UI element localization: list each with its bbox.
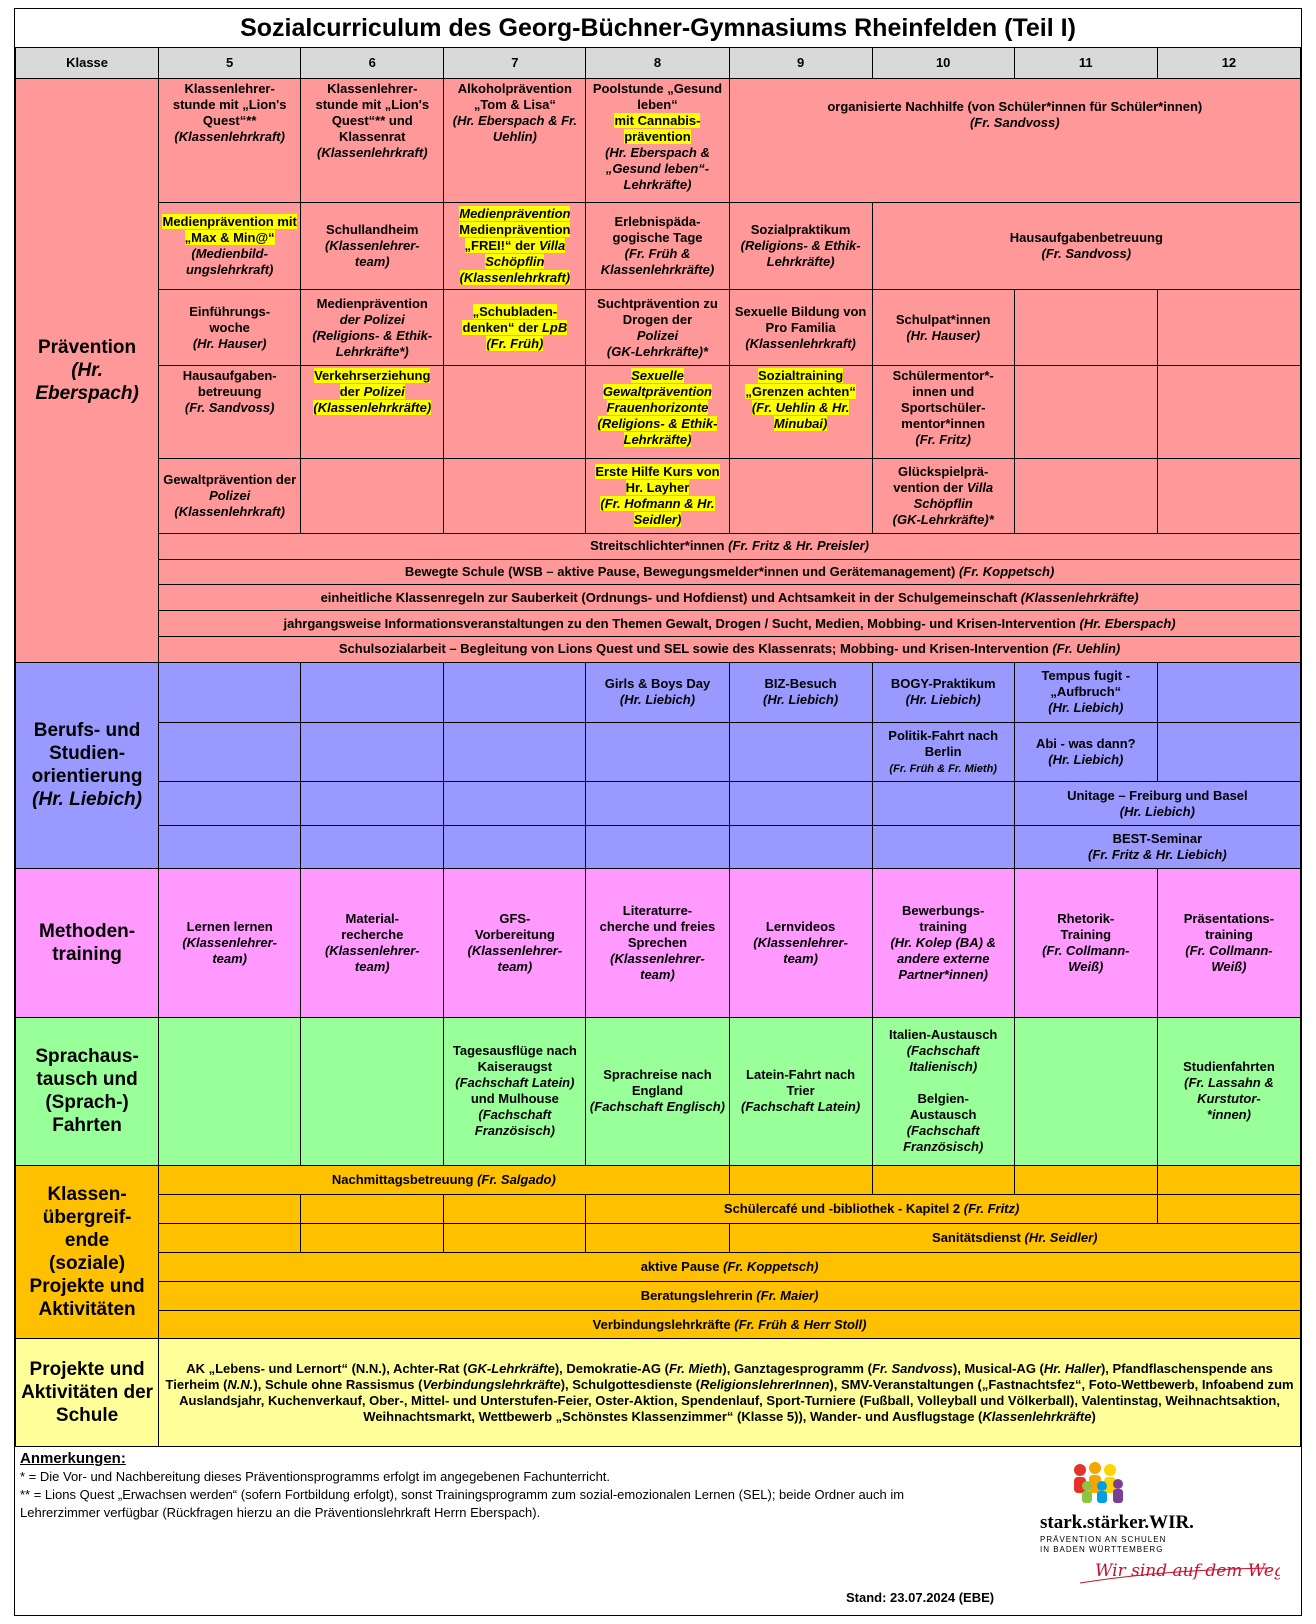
cell-empty	[301, 1017, 444, 1166]
projekte-row	[16, 1339, 1301, 1447]
cell-bogy: BOGY-Praktikum (Hr. Liebich)	[872, 662, 1014, 722]
cell-bewerbungstraining: Bewerbungs- training (Hr. Kolep (BA) & andere externe Partner*innen)	[872, 869, 1014, 1018]
klassen-row-4	[16, 1252, 1301, 1281]
cell-poolstunde-8: Poolstunde „Gesund leben“ mit Cannabis- prävention (Hr. Eberspach & „Gesund leben“-Lehrkräfte)	[586, 78, 729, 202]
cell-verkehr-6: Verkehrserziehung der Polizei (Klassenlehrkräfte)	[301, 365, 444, 458]
cell-aktive-pause: aktive Pause (Fr. Koppetsch)	[159, 1252, 1301, 1281]
cell-empty	[159, 782, 301, 825]
cell-empty	[729, 458, 872, 533]
cell-empty	[301, 782, 444, 825]
section-projekte-schule: Projekte und Aktivitäten der Schule	[16, 1339, 159, 1447]
klassen-row-3	[16, 1223, 1301, 1252]
klassen-row-5	[16, 1281, 1301, 1310]
grade-12: 12	[1157, 48, 1300, 79]
cell-schullandheim-6: Schullandheim (Klassenlehrer- team)	[301, 202, 444, 290]
cell-empty	[301, 825, 444, 868]
sprach-row	[16, 1017, 1301, 1166]
cell-hausaufgaben-5: Hausaufgaben- betreuung (Fr. Sandvoss)	[159, 365, 301, 458]
methoden-row	[16, 869, 1301, 1018]
cell-frei-7: Medienprävention Medienprävention „FREI!“ der Villa Schöpflin (Klassenlehrkraft)	[444, 202, 586, 290]
logo-slogan: Wir sind auf dem Weg	[1095, 1561, 1280, 1581]
cell-unitage: Unitage – Freiburg und Basel (Hr. Liebich)	[1014, 782, 1300, 825]
praevention-row-1	[16, 78, 1301, 202]
section-beruf: Berufs- und Studien- orientierung (Hr. Liebich)	[16, 662, 159, 868]
cell-sprachreise-england: Sprachreise nach England (Fachschaft Englisch)	[586, 1017, 729, 1166]
cell-empty	[159, 1223, 301, 1252]
cell-empty	[1014, 1017, 1157, 1166]
cell-empty	[301, 458, 444, 533]
cell-sucht-8: Suchtprävention zu Drogen der Polizei (GK-Lehrkräfte)*	[586, 290, 729, 365]
cell-medien-polizei-6: Medienprävention der Polizei (Religions- & Ethik-Lehrkräfte*)	[301, 290, 444, 365]
cell-empty	[872, 825, 1014, 868]
cell-lernen-lernen: Lernen lernen (Klassenlehrer- team)	[159, 869, 301, 1018]
cell-girls-boys-day: Girls & Boys Day (Hr. Liebich)	[586, 662, 729, 722]
cell-erlebnis-8: Erlebnispäda- gogische Tage (Fr. Früh & Klassenlehrkräfte)	[586, 202, 729, 290]
cell-empty	[729, 722, 872, 782]
cell-empty	[159, 1195, 301, 1224]
cell-einfuehrung-5: Einführungs- woche (Hr. Hauser)	[159, 290, 301, 365]
cell-empty	[729, 782, 872, 825]
beruf-row-4	[16, 825, 1301, 868]
cell-empty	[1157, 1195, 1300, 1224]
page-title: Sozialcurriculum des Georg-Büchner-Gymnasiums Rheinfelden (Teil I)	[240, 14, 1076, 42]
cell-empty	[1157, 722, 1300, 782]
cell-empty	[729, 825, 872, 868]
cell-sozialtraining-9: Sozialtraining „Grenzen achten“ (Fr. Uehlin & Hr. Minubai)	[729, 365, 872, 458]
beruf-row-1	[16, 662, 1301, 722]
grade-9: 9	[729, 48, 872, 79]
cell-gfs: GFS- Vorbereitung (Klassenlehrer- team)	[444, 869, 586, 1018]
cell-biz-besuch: BIZ-Besuch (Hr. Liebich)	[729, 662, 872, 722]
praevention-wide-2	[16, 559, 1301, 585]
klassen-row-1	[16, 1166, 1301, 1195]
beruf-row-2	[16, 722, 1301, 782]
cell-empty	[444, 365, 586, 458]
cell-empty	[444, 1195, 586, 1224]
grade-5: 5	[159, 48, 301, 79]
cell-schuelercafe: Schülercafé und -bibliothek - Kapitel 2 (Fr. Fritz)	[586, 1195, 1157, 1224]
praevention-wide-3	[16, 585, 1301, 611]
cell-mentoren-10: Schülermentor*- innen und Sportschüler- mentor*innen (Fr. Fritz)	[872, 365, 1014, 458]
grade-10: 10	[872, 48, 1014, 79]
cell-lionsquest-5: Klassenlehrer- stunde mit „Lion's Quest“** (Klassenlehrkraft)	[159, 78, 301, 202]
klassen-row-2	[16, 1195, 1301, 1224]
cell-materialrecherche: Material- recherche (Klassenlehrer- team)	[301, 869, 444, 1018]
grade-7: 7	[444, 48, 586, 79]
cell-empty	[586, 722, 729, 782]
cell-klassenregeln: einheitliche Klassenregeln zur Sauberkeit (Ordnungs- und Hofdienst) und Achtsamkeit in der Schulgemeinschaft (Klassenlehrkräfte)	[159, 585, 1301, 611]
cell-praesentation: Präsentations- training (Fr. Collmann- Weiß)	[1157, 869, 1300, 1018]
cell-tagesausfluege: Tagesausflüge nach Kaiseraugst (Fachschaft Latein) und Mulhouse (Fachschaft Französisch)	[444, 1017, 586, 1166]
cell-empty	[159, 825, 301, 868]
cell-infoveranstaltungen: jahrgangsweise Informationsveranstaltungen zu den Themen Gewalt, Drogen / Sucht, Medien, Mobbing- und Krisen-Intervention (Hr. Eberspach)	[159, 611, 1301, 637]
cell-maxmin-5: Medienprävention mit „Max & Min@“ (Medienbild- ungslehrkraft)	[159, 202, 301, 290]
note-2: ** = Lions Quest „Erwachsen werden“ (sofern Fortbildung erfolgt), sonst Trainingsprogramm zum sozial-emozionalen Lernen (SEL); beide Ordner auch im Lehrerzimmer verfügbar (Rückfragen hierzu an die Präventionslehrkraft Herrn Eberspach).	[20, 1487, 905, 1520]
notes-heading: Anmerkungen:	[20, 1450, 126, 1467]
cell-schulsozialarbeit: Schulsozialarbeit – Begleitung von Lions Quest und SEL sowie des Klassenrats; Mobbing- und Krisen-Intervention (Fr. Uehlin)	[159, 637, 1301, 663]
section-methoden: Methoden- training	[16, 869, 159, 1018]
cell-empty	[586, 825, 729, 868]
cell-empty	[1014, 290, 1157, 365]
grade-11: 11	[1014, 48, 1157, 79]
cell-best-seminar: BEST-Seminar (Fr. Fritz & Hr. Liebich)	[1014, 825, 1300, 868]
cell-empty	[159, 722, 301, 782]
cell-latein-trier: Latein-Fahrt nach Trier (Fachschaft Latein)	[729, 1017, 872, 1166]
cell-empty	[586, 1223, 729, 1252]
cell-beratungslehrerin: Beratungslehrerin (Fr. Maier)	[159, 1281, 1301, 1310]
cell-tempus-fugit: Tempus fugit - „Aufbruch“ (Hr. Liebich)	[1014, 662, 1157, 722]
cell-sanitaetsdienst: Sanitätsdienst (Hr. Seidler)	[729, 1223, 1300, 1252]
cell-bewegte-schule: Bewegte Schule (WSB – aktive Pause, Bewegungsmelder*innen und Gerätemanagement) (Fr. Koppetsch)	[159, 559, 1301, 585]
cell-literaturrecherche: Literaturre- cherche und freies Sprechen (Klassenlehrer- team)	[586, 869, 729, 1018]
section-klassenuebergreifend: Klassen- übergreif- ende (soziale) Projekte und Aktivitäten	[16, 1166, 159, 1339]
praevention-row-2	[16, 202, 1301, 290]
cell-empty	[444, 458, 586, 533]
cell-empty	[1157, 1166, 1300, 1195]
cell-austausch-10: Italien-Austausch (Fachschaft Italienisch) Belgien- Austausch (Fachschaft Französisch)	[872, 1017, 1014, 1166]
cell-empty	[1014, 1166, 1157, 1195]
cell-empty	[729, 1166, 872, 1195]
beruf-row-3	[16, 782, 1301, 825]
cell-projekte-liste: AK „Lebens- und Lernort“ (N.N.), Achter-Rat (GK-Lehrkräfte), Demokratie-AG (Fr. Mieth), Ganztagesprogramm (Fr. Sandvoss), Musical-AG (Hr. Haller), Pfandflaschenspende ans Tierheim (N.N.), Schule ohne Rassismus (Verbindungslehrkräfte), Schulgottesdienste (ReligionslehrerInnen), SMV-Veranstaltungen („Fastnachtsfez“, Foto-Wettbewerb, Infoabend zum Auslandsjahr, Kuchenverkauf, Ober-, Mittel- und Unterstufen-Feier, Oster-Aktion, Spendenlauf, Sport-Turniere (Fußball, Volleyball und Völkerball), Valentinstag, Weihnachtsaktion, Weihnachtsmarkt, Wettbewerb „Schönstes Klassenzimmer“ (Klasse 5)), Wander- und Ausflugstage (Klassenlehrkräfte)	[159, 1339, 1301, 1447]
cell-alkohol-7: Alkoholprävention „Tom & Lisa“ (Hr. Eberspach & Fr. Uehlin)	[444, 78, 586, 202]
cell-empty	[301, 1195, 444, 1224]
cell-empty	[159, 662, 301, 722]
cell-empty	[1157, 662, 1300, 722]
cell-empty	[1157, 458, 1300, 533]
cell-empty	[301, 1223, 444, 1252]
note-1: * = Die Vor- und Nachbereitung dieses Präventionsprogramms erfolgt im angegebenen Fachunterricht.	[20, 1469, 611, 1484]
people-logo-icon	[1040, 1458, 1280, 1588]
cell-empty	[444, 722, 586, 782]
cell-empty	[1014, 365, 1157, 458]
cell-erstehilfe-8: Erste Hilfe Kurs von Hr. Layher (Fr. Hofmann & Hr. Seidler)	[586, 458, 729, 533]
cell-empty	[444, 662, 586, 722]
praevention-wide-1	[16, 533, 1301, 559]
klassen-row-6	[16, 1310, 1301, 1339]
logo-sub1: PRÄVENTION AN SCHULEN	[1040, 1535, 1167, 1544]
cell-schulpaten-10: Schulpat*innen (Hr. Hauser)	[872, 290, 1014, 365]
cell-gewalt-frauen-8: Sexuelle Gewaltprävention Frauenhorizonte (Religions- & Ethik-Lehrkräfte)	[586, 365, 729, 458]
cell-empty	[1014, 458, 1157, 533]
cell-verbindungslehrkraefte: Verbindungslehrkräfte (Fr. Früh & Herr Stoll)	[159, 1310, 1301, 1339]
stand-date: Stand: 23.07.2024 (EBE)	[846, 1590, 995, 1605]
cell-empty	[301, 662, 444, 722]
praevention-wide-4	[16, 611, 1301, 637]
cell-nachmittagsbetreuung: Nachmittagsbetreuung (Fr. Salgado)	[159, 1166, 729, 1195]
stark-staerker-wir-logo	[1040, 1458, 1280, 1588]
cell-profamilia-9: Sexuelle Bildung von Pro Familia (Klassenlehrkraft)	[729, 290, 872, 365]
logo-sub2: IN BADEN WÜRTTEMBERG	[1040, 1545, 1164, 1554]
cell-lernvideos: Lernvideos (Klassenlehrer- team)	[729, 869, 872, 1018]
section-sprachaustausch: Sprachaus- tausch und (Sprach-) Fahrten	[16, 1017, 159, 1166]
grade-6: 6	[301, 48, 444, 79]
header-row	[16, 48, 1301, 79]
cell-empty	[872, 782, 1014, 825]
cell-empty	[444, 782, 586, 825]
logo-brand: stark.stärker.WIR.	[1040, 1512, 1194, 1533]
notes	[20, 1450, 980, 1522]
cell-sozialpraktikum-9: Sozialpraktikum (Religions- & Ethik-Lehrkräfte)	[729, 202, 872, 290]
cell-abi-was-dann: Abi - was dann? (Hr. Liebich)	[1014, 722, 1157, 782]
cell-streitschlichter: Streitschlichter*innen (Fr. Fritz & Hr. Preisler)	[159, 533, 1301, 559]
cell-studienfahrten: Studienfahrten (Fr. Lassahn & Kurstutor- *innen)	[1157, 1017, 1300, 1166]
cell-berlin: Politik-Fahrt nach Berlin (Fr. Früh & Fr. Mieth)	[872, 722, 1014, 782]
cell-schubladen-7: „Schubladen- denken“ der LpB (Fr. Früh)	[444, 290, 586, 365]
praevention-wide-5	[16, 637, 1301, 663]
cell-empty	[586, 782, 729, 825]
praevention-row-4	[16, 365, 1301, 458]
cell-empty	[1157, 290, 1300, 365]
section-praevention: Prävention (Hr. Eberspach)	[16, 78, 159, 662]
cell-hausaufgaben-10-12: Hausaufgabenbetreuung (Fr. Sandvoss)	[872, 202, 1300, 290]
grade-8: 8	[586, 48, 729, 79]
cell-empty	[159, 1017, 301, 1166]
cell-empty	[301, 722, 444, 782]
cell-empty	[1157, 365, 1300, 458]
curriculum-table	[15, 47, 1301, 1447]
cell-rhetorik: Rhetorik- Training (Fr. Collmann- Weiß)	[1014, 869, 1157, 1018]
cell-lionsquest-6: Klassenlehrer- stunde mit „Lion's Quest“** und Klassenrat (Klassenlehrkraft)	[301, 78, 444, 202]
cell-gewalt-polizei-5: Gewaltprävention der Polizei (Klassenlehrkraft)	[159, 458, 301, 533]
header-klasse: Klasse	[16, 48, 159, 79]
cell-empty	[872, 1166, 1014, 1195]
praevention-row-3	[16, 290, 1301, 365]
praevention-row-5	[16, 458, 1301, 533]
cell-gluecksspiel-10: Glückspielprä- vention der Villa Schöpflin (GK-Lehrkräfte)*	[872, 458, 1014, 533]
cell-empty	[444, 825, 586, 868]
cell-nachhilfe: organisierte Nachhilfe (von Schüler*innen für Schüler*innen) (Fr. Sandvoss)	[729, 78, 1300, 202]
cell-empty	[444, 1223, 586, 1252]
